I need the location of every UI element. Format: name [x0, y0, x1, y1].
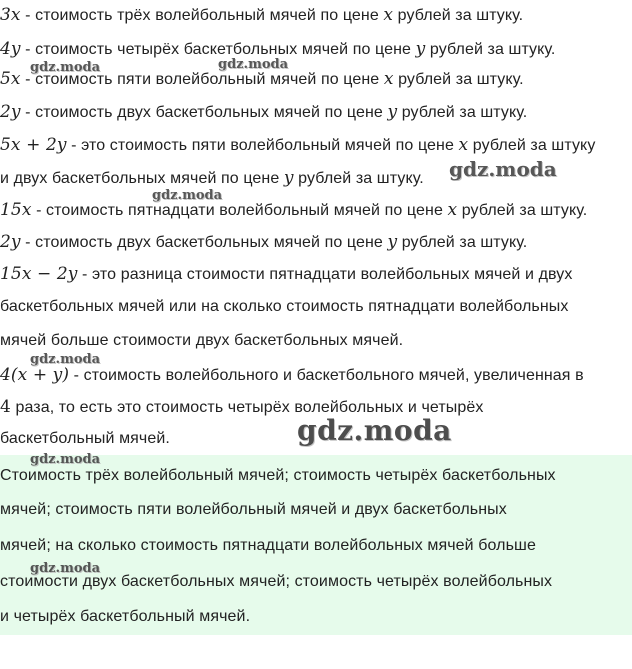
math-variable: x [383, 69, 394, 89]
line-tail: рублей за штуку. [397, 104, 528, 121]
solution-line-11 [0, 330, 403, 352]
math-expression: 15x − 2y [0, 264, 78, 284]
math-variable: y [387, 232, 398, 252]
solution-line-1 [0, 4, 523, 27]
math-variable: x [383, 5, 394, 25]
math-expression: 2y [0, 102, 21, 122]
watermark: gdz.moda [218, 57, 289, 72]
watermark: gdz.moda [297, 414, 452, 447]
line-text: - стоимость двух баскетбольных мячей по цене [20, 104, 388, 121]
math-variable: x [447, 200, 458, 220]
answer-block [0, 455, 632, 635]
line-tail: рублей за штуку. [393, 71, 524, 88]
solution-line-8 [0, 231, 527, 254]
math-expression: 4 [0, 397, 11, 417]
line-text: мячей больше стоимости двух баскетбольных мячей. [0, 332, 404, 349]
math-variable: y [387, 102, 398, 122]
line-text: - это стоимость пяти волейбольный мячей по цене [66, 137, 459, 154]
math-expression: 4(x + y) [0, 365, 70, 385]
answer-line-4: стоимости двух баскетбольных мячей; стоимость четырёх волейбольных [0, 573, 553, 590]
solution-line-14 [0, 428, 170, 450]
answer-line-1: Стоимость трёх волейбольный мячей; стоимость четырёх баскетбольных [0, 467, 556, 484]
math-variable: y [283, 168, 294, 188]
line-text: - стоимость пятнадцати волейбольный мячей по цене [31, 202, 448, 219]
line-text: - стоимость двух баскетбольных мячей по цене [20, 234, 388, 251]
answer-line-3: мячей; на сколько стоимость пятнадцати волейбольных мячей больше [0, 537, 536, 554]
line-tail: рублей за штуку. [397, 234, 528, 251]
math-expression: 5x [0, 69, 21, 89]
math-expression: 2y [0, 232, 21, 252]
answer-line-2: мячей; стоимость пяти волейбольный мячей и двух баскетбольных [0, 501, 507, 518]
watermark: gdz.moda [30, 561, 101, 576]
math-expression: 15x [0, 200, 32, 220]
line-tail: рублей за штуку. [425, 41, 556, 58]
line-text: - стоимость волейбольного и баскетбольного мячей, увеличенная в [69, 367, 584, 384]
line-text: - стоимость трёх волейбольный мячей по цене [20, 7, 384, 24]
line-text: - стоимость четырёх баскетбольных мячей по цене [20, 41, 416, 58]
solution-line-5 [0, 134, 595, 157]
line-tail: рублей за штуку [468, 137, 596, 154]
watermark: gdz.moda [449, 157, 557, 181]
line-text: раза, то есть это стоимость четырёх волейбольных и четырёх [10, 399, 484, 416]
line-text: - стоимость пяти волейбольный мячей по цене [20, 71, 384, 88]
watermark: gdz.moda [30, 352, 101, 367]
math-expression: 4y [0, 39, 21, 59]
line-tail: рублей за штуку. [457, 202, 588, 219]
math-variable: x [458, 135, 469, 155]
solution-line-9 [0, 263, 572, 286]
math-expression: 5x + 2y [0, 135, 67, 155]
line-text: баскетбольный мячей. [0, 430, 170, 447]
line-text: и двух баскетбольных мячей по цене [0, 170, 284, 187]
watermark: gdz.moda [152, 188, 223, 203]
watermark: gdz.moda [30, 452, 101, 467]
math-expression: 3x [0, 5, 21, 25]
solution-line-10 [0, 296, 568, 318]
math-variable: y [415, 39, 426, 59]
line-tail: рублей за штуку. [393, 7, 524, 24]
solution-line-7 [0, 199, 587, 222]
solution-line-12 [0, 364, 584, 387]
answer-line-5: и четырёх баскетбольный мячей. [0, 608, 251, 625]
solution-line-6 [0, 167, 424, 190]
watermark: gdz.moda [30, 60, 101, 75]
line-tail: рублей за штуку. [293, 170, 424, 187]
solution-line-4 [0, 101, 527, 124]
line-text: баскетбольных мячей или на сколько стоимость пятнадцати волейбольных [0, 298, 569, 315]
line-text: - это разница стоимости пятнадцати волейбольных мячей и двух [77, 266, 573, 283]
